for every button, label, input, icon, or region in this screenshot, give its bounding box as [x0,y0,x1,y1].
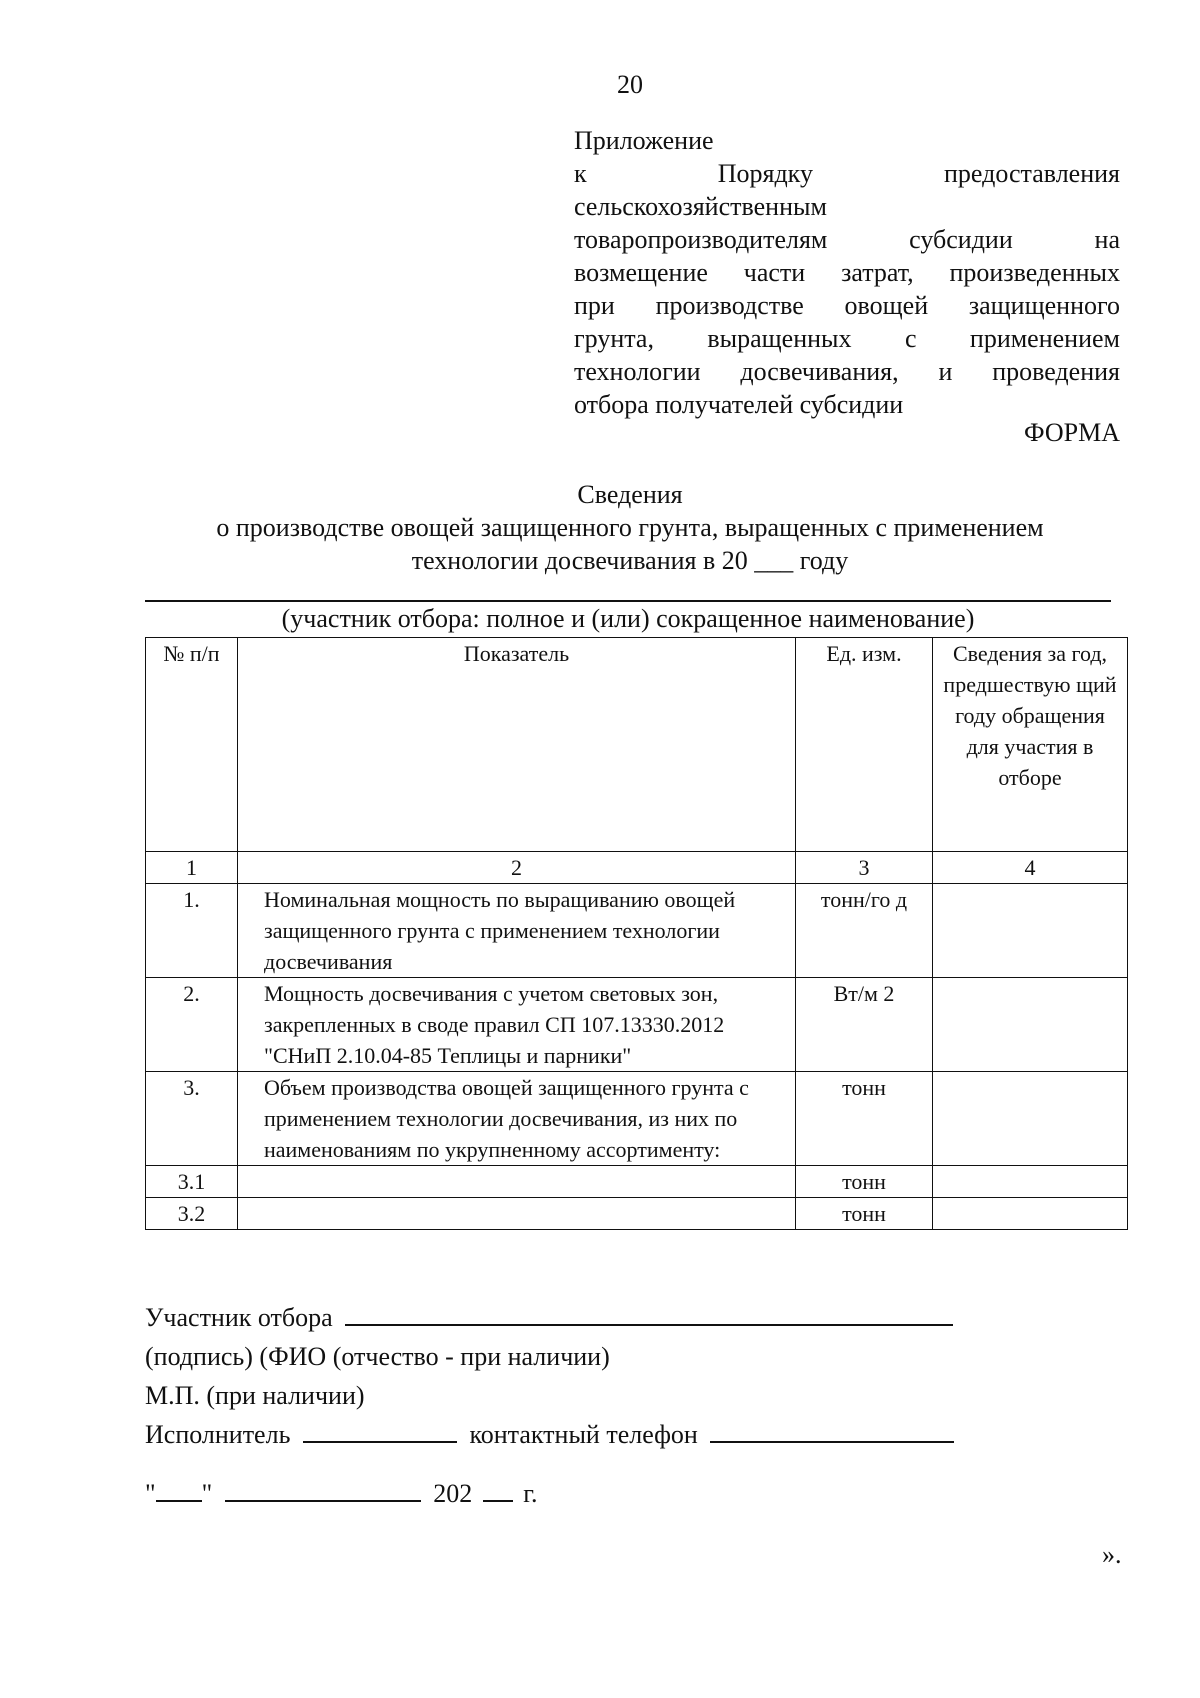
date-month-blank[interactable] [225,1499,421,1502]
date-quote: " [145,1479,156,1508]
column-number: 1 [146,852,238,884]
date-day-blank[interactable] [156,1499,202,1502]
row-num: 2. [146,978,238,1072]
appendix-line: грунта, выращенных с применением [574,324,1120,353]
stamp-label: М.П. (при наличии) [145,1381,365,1410]
closing-mark: ». [1102,1540,1122,1569]
column-number: 2 [238,852,796,884]
row-num: 3.2 [146,1198,238,1230]
row-indicator: Номинальная мощность по выращиванию овощей защищенного грунта с применением технологии досвечивания [238,884,796,978]
appendix-line: при производстве овощей защищенного [574,291,1120,320]
title-line: о производстве овощей защищенного грунта, выращенных с применением [216,513,1044,542]
header-indicator: Показатель [238,638,796,852]
row-unit: тонн/го д [796,884,933,978]
appendix-line: товаропроизводителям субсидии на [574,225,1120,254]
row-value[interactable] [933,1072,1128,1166]
date-year-blank[interactable] [483,1499,513,1502]
participant-caption: (участник отбора: полное и (или) сокращенное наименование) [281,604,975,633]
title-heading: Сведения [577,480,683,509]
appendix-line: технологии досвечивания, и проведения [574,357,1120,386]
row-indicator[interactable] [238,1198,796,1230]
participant-signature-blank[interactable] [345,1323,953,1326]
phone-blank[interactable] [710,1440,954,1443]
table-row [146,978,1128,1072]
row-num: 1. [146,884,238,978]
participant-signature-line [145,1303,953,1333]
column-number: 3 [796,852,933,884]
header-info: Сведения за год, предшествую щий году обращения для участия в отборе [933,638,1128,852]
participant-name-line [145,600,1111,602]
row-indicator[interactable] [238,1166,796,1198]
header-num: № п/п [146,638,238,852]
column-number: 4 [933,852,1128,884]
row-indicator: Объем производства овощей защищенного грунта с применением технологии досвечивания, из них по наименованиям по укрупненному ассортименту: [238,1072,796,1166]
phone-label: контактный телефон [469,1420,698,1449]
row-unit: Вт/м 2 [796,978,933,1072]
table-header-row [146,638,1128,852]
table-row [146,884,1128,978]
appendix-line: сельскохозяйственным [574,192,827,221]
executor-line [145,1420,954,1450]
table-row [146,1072,1128,1166]
row-indicator: Мощность досвечивания с учетом световых зон, закрепленных в своде правил СП 107.13330.2012 "СНиП 2.10.04-85 Теплицы и парники" [238,978,796,1072]
forma-label: ФОРМА [1024,418,1120,447]
table-row [146,1198,1128,1230]
date-year: 202 [433,1479,473,1508]
document-title [140,478,1120,577]
row-unit: тонн [796,1198,933,1230]
row-value[interactable] [933,1198,1128,1230]
row-unit: тонн [796,1072,933,1166]
row-num: 3.1 [146,1166,238,1198]
appendix-line: отбора получателей субсидии [574,390,904,419]
title-line: технологии досвечивания в 20 ___ году [411,546,849,575]
row-value[interactable] [933,1166,1128,1198]
page-number: 20 [617,70,643,99]
signature-caption: (подпись) (ФИО (отчество - при наличии) [145,1342,610,1371]
date-suffix: г. [523,1479,538,1508]
table-row [146,1166,1128,1198]
info-table [145,637,1128,1230]
participant-label: Участник отбора [145,1303,333,1332]
appendix-line: возмещение части затрат, произведенных [574,258,1120,287]
header-unit: Ед. изм. [796,638,933,852]
row-value[interactable] [933,884,1128,978]
appendix-line: к Порядку предоставления [574,159,1120,188]
appendix-line: Приложение [574,126,714,155]
date-quote: " [201,1479,213,1508]
row-value[interactable] [933,978,1128,1072]
date-line [145,1479,537,1509]
row-unit: тонн [796,1166,933,1198]
column-number-row [146,852,1128,884]
executor-blank[interactable] [303,1440,457,1443]
row-num: 3. [146,1072,238,1166]
executor-label: Исполнитель [145,1420,291,1449]
appendix-header [574,124,1120,421]
